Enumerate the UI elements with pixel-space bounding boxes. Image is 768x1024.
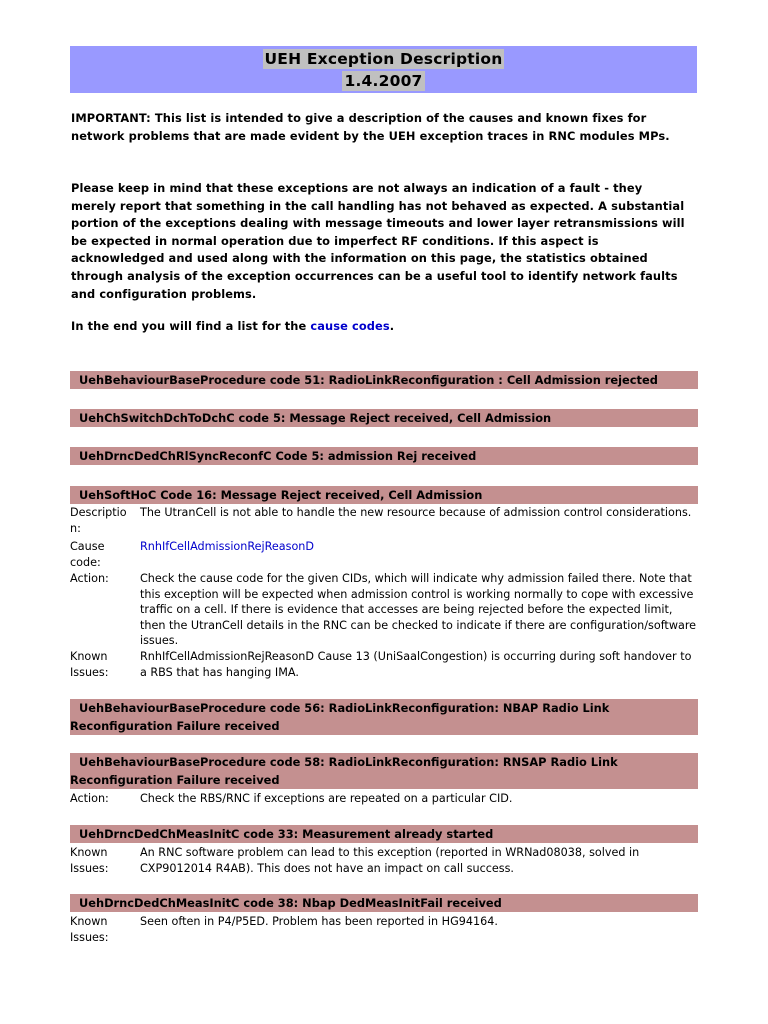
detail-row-known-issues-38 — [70, 914, 700, 946]
cause-code-link[interactable]: RnhIfCellAdmissionRejReasonD — [140, 540, 315, 553]
action-label: Action: — [70, 792, 109, 805]
known-issues-label: Known Issues: — [70, 915, 109, 944]
section-header-chswitch-5: UehChSwitchDchToDchC code 5: Message Reject received, Cell Admission — [70, 409, 698, 427]
detail-row-action — [70, 571, 700, 649]
action-value: Check the RBS/RNC if exceptions are repeated on a particular CID. — [140, 792, 513, 805]
section-header-56: UehBehaviourBaseProcedure code 56: RadioLinkReconfiguration: NBAP Radio Link Reconfiguration Failure received — [70, 699, 698, 735]
known-issues-label: Known Issues: — [70, 846, 109, 875]
cause-code-label: Cause code: — [70, 540, 105, 569]
action-label: Action: — [70, 572, 109, 585]
section-header-51: UehBehaviourBaseProcedure code 51: RadioLinkReconfiguration : Cell Admission rejected — [70, 371, 698, 389]
detail-row-action-58 — [70, 791, 700, 808]
section-header-softho-16: UehSoftHoC Code 16: Message Reject received, Cell Admission — [70, 486, 698, 504]
cause-codes-prefix: In the end you will find a list for the — [71, 319, 311, 333]
intro-note-paragraph: Please keep in mind that these exceptions are not always an indication of a fault - they merely report that something in the call handling has not behaved as expected. A substantial portion of the exceptions dealing with message timeouts and lower layer retransmissions will be expected in normal operation due to imperfect RF conditions. If this aspect is acknowledged and used along with the information on this page, the statistics obtained through analysis of the exception occurrences can be a useful tool to identify network faults and configuration problems. — [71, 181, 685, 301]
known-issues-value: An RNC software problem can lead to this exception (reported in WRNad08038, solved in CXP9012014 R4AB). This does not have an impact on call success. — [140, 846, 640, 875]
known-issues-label: Known Issues: — [70, 650, 109, 679]
description-value: The UtranCell is not able to handle the new resource because of admission control considerations. — [140, 506, 692, 519]
known-issues-value: Seen often in P4/P5ED. Problem has been reported in HG94164. — [140, 915, 498, 928]
detail-row-known-issues-33 — [70, 845, 700, 877]
section-header-58: UehBehaviourBaseProcedure code 58: RadioLinkReconfiguration: RNSAP Radio Link Reconfiguration Failure received — [70, 753, 698, 789]
section-header-33: UehDrncDedChMeasInitC code 33: Measurement already started — [70, 825, 698, 843]
cause-codes-suffix: . — [389, 319, 395, 333]
document-title-banner — [70, 46, 697, 93]
section-header-drnc-5: UehDrncDedChRlSyncReconfC Code 5: admission Rej received — [70, 447, 698, 465]
detail-row-description — [70, 505, 700, 537]
known-issues-value: RnhIfCellAdmissionRejReasonD Cause 13 (UniSaalCongestion) is occurring during soft handover to a RBS that has hanging IMA. — [140, 650, 692, 679]
document-date: 1.4.2007 — [344, 72, 423, 90]
intro-cause-codes-paragraph — [71, 318, 691, 336]
section-header-38: UehDrncDedChMeasInitC code 38: Nbap DedMeasInitFail received — [70, 894, 698, 912]
action-value: Check the cause code for the given CIDs, which will indicate why admission failed there. Note that this exception will be expected when admission control is working normally to cope with excessive traffic on a cell. If there is evidence that accesses are being rejected before the expected limit, then the UtranCell details in the RNC can be checked to indicate if there are configuration/software issues. — [140, 572, 697, 648]
detail-row-known-issues — [70, 649, 700, 681]
cause-codes-link[interactable]: cause codes — [310, 319, 390, 333]
document-title: UEH Exception Description — [264, 50, 503, 68]
description-label: Descriptio n: — [70, 506, 127, 535]
intro-important-paragraph: IMPORTANT: This list is intended to give a description of the causes and known fixes for network problems that are made evident by the UEH exception traces in RNC modules MPs. — [71, 111, 670, 143]
detail-row-cause-code — [70, 539, 700, 571]
